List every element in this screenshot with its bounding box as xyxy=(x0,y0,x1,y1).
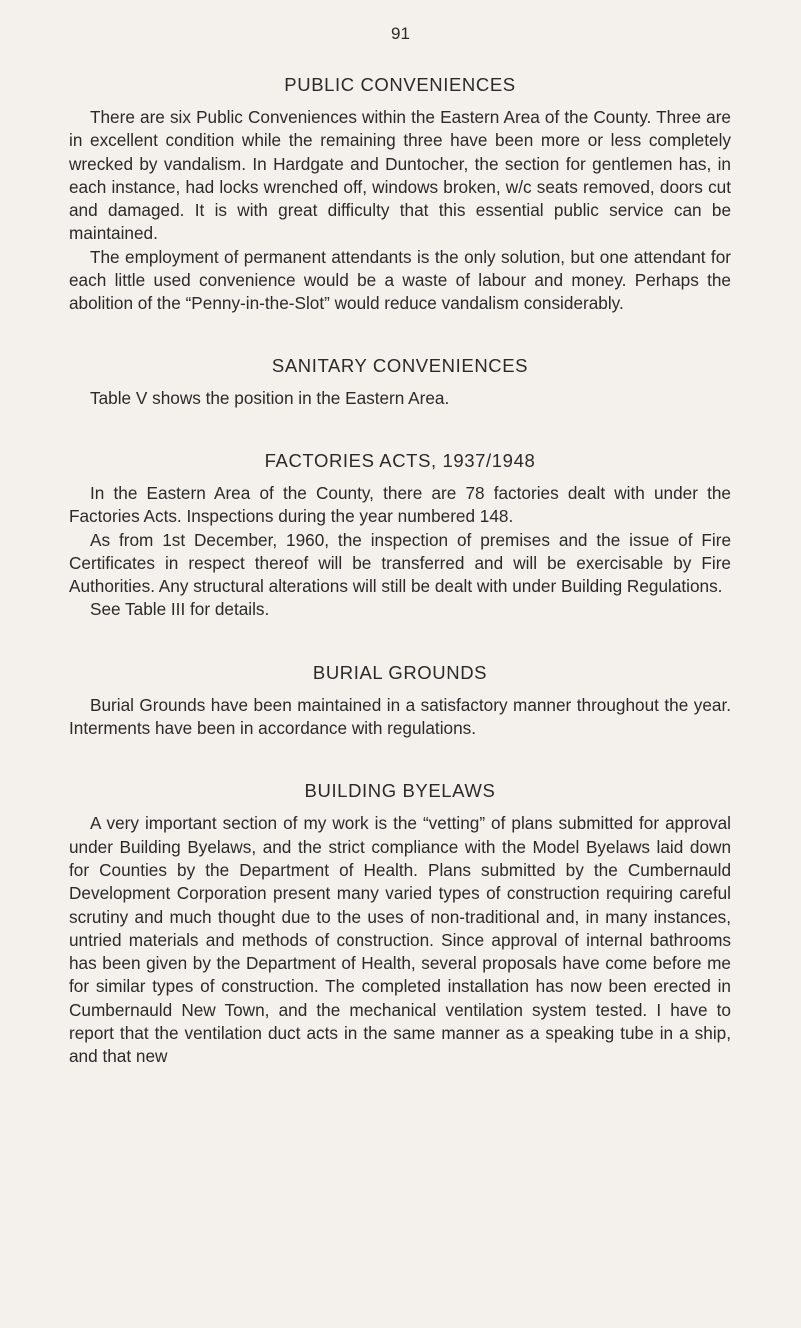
section-heading: BUILDING BYELAWS xyxy=(304,780,496,802)
page-body xyxy=(69,72,731,1069)
page-number: 91 xyxy=(391,24,410,43)
section-sanitary-conveniences xyxy=(69,353,731,410)
paragraph: As from 1st December, 1960, the inspection of premises and the issue of Fire Certificates in respect thereof will be transferred and will be exercisable by Fire Authorities. Any structural alterations will still be dealt with under Building Regulations. xyxy=(69,529,731,597)
paragraph: There are six Public Conveniences within the Eastern Area of the County. Three are in excellent condition while the remaining three have been more or less completely wrecked by vandalism. In Hardgate and Duntocher, the section for gentlemen has, in each instance, had locks wrenched off, windows broken, w/c seats removed, doors cut and damaged. It is with great difficulty that this essential public service can be maintained. xyxy=(69,107,731,244)
section-factories-acts xyxy=(69,448,731,622)
section-heading: FACTORIES ACTS, 1937/1948 xyxy=(264,449,536,471)
paragraph: Table V shows the position in the Eastern Area. xyxy=(90,387,450,408)
section-burial-grounds xyxy=(69,660,731,741)
section-heading: SANITARY CONVENIENCES xyxy=(271,354,529,376)
paragraph: A very important section of my work is the “vetting” of plans submitted for approval under Building Byelaws, and the strict compliance with the Model Byelaws laid down for Counties by the Department of Health. Plans submitted by the Cumbernauld Development Corporation present many varied types of construction requiring careful scrutiny and much thought due to the uses of non-traditional and, in many instances, untried materials and methods of construction. Since approval of internal bathrooms has been given by the Department of Health, several proposals have come before me for similar types of construction. The completed installation has now been erected in Cumbernauld New Town, and the mechanical ventilation system tested. I have to report that the ventilation duct acts in the same manner as a speaking tube in a ship, and that new xyxy=(69,813,731,1067)
paragraph: Burial Grounds have been maintained in a satisfactory manner throughout the year. Interments have been in accordance with regulations. xyxy=(69,694,731,739)
section-public-conveniences xyxy=(69,72,731,316)
section-building-byelaws xyxy=(69,778,731,1068)
section-heading: PUBLIC CONVENIENCES xyxy=(284,74,516,95)
paragraph: The employment of permanent attendants is the only solution, but one attendant for each little used convenience would be a waste of labour and money. Perhaps the abolition of the “Penny-in-the-Slot” would reduce vandalism considerably. xyxy=(69,246,731,314)
paragraph: In the Eastern Area of the County, there are 78 factories dealt with under the Factories Acts. Inspections during the year numbered 148. xyxy=(69,482,731,527)
section-heading: BURIAL GROUNDS xyxy=(312,661,488,683)
paragraph: See Table III for details. xyxy=(90,599,270,620)
